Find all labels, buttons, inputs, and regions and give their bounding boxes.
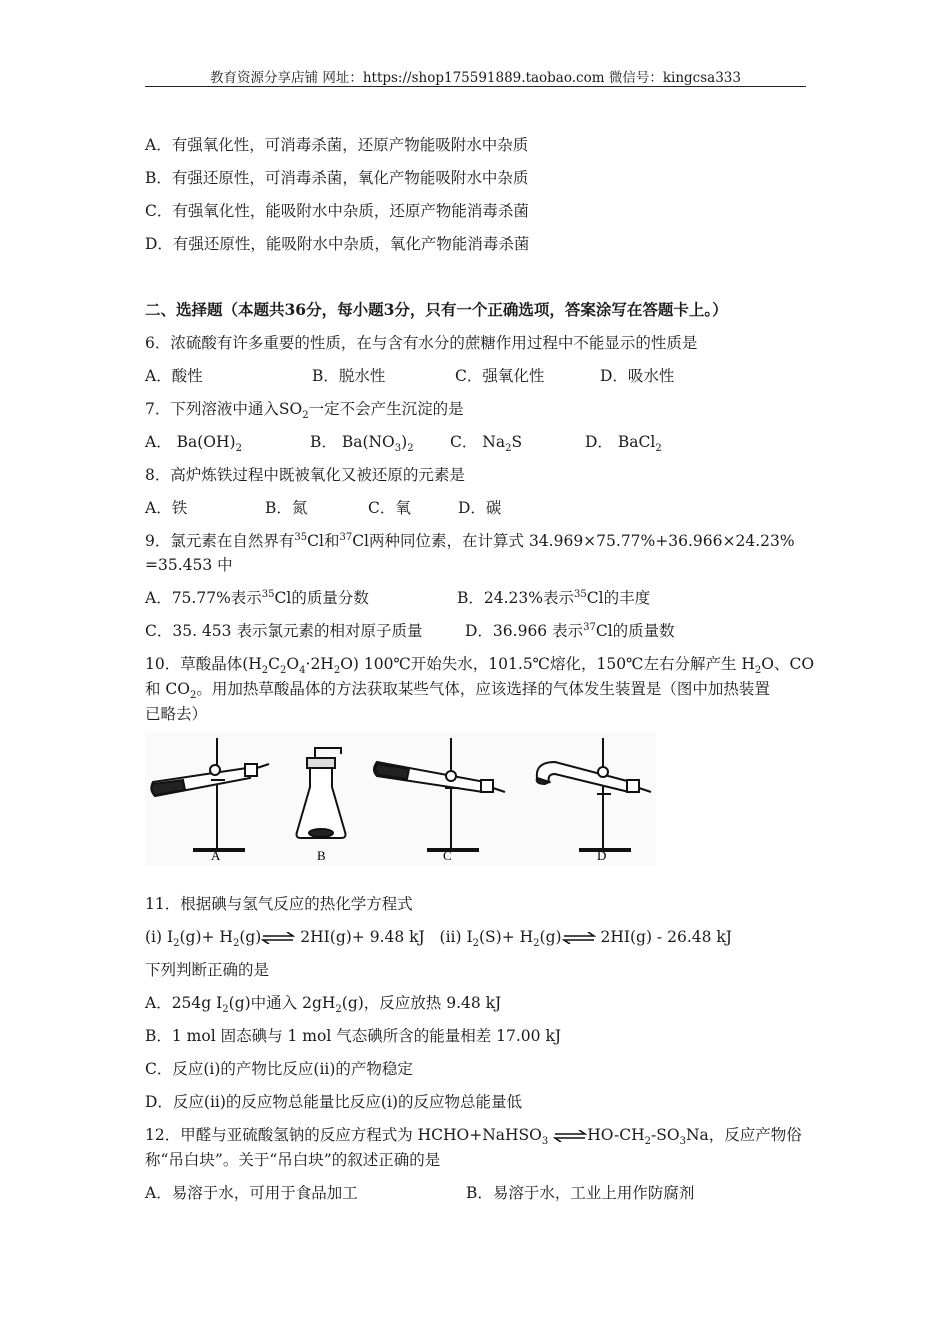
label-c: C bbox=[443, 848, 452, 863]
q9-stem-line1: 9．氯元素在自然界有$^{35}$Cl和$^{37}$Cl两种同位素，在计算式 34.969×75.77%+36.966×24.23% bbox=[145, 531, 795, 550]
q9-stem-line2: =35.453 中 bbox=[145, 556, 233, 574]
section-title: 二、选择题（本题共36分，每小题3分，只有一个正确选项，答案涂写在答题卡上。） bbox=[145, 300, 728, 319]
q6-option-c: C．强氧化性 bbox=[455, 367, 545, 385]
q12-option-b: B．易溶于水，工业上用作防腐剂 bbox=[466, 1184, 695, 1202]
q6-option-d: D．吸水性 bbox=[600, 367, 675, 385]
q11-equations: (i) $I_2(g)+ H_2(g)$ 2HI(g)+ 9.48 kJ (ii) $I_2(S)+ H_2(g)$ 2HI(g) - 26.48 kJ bbox=[145, 928, 732, 950]
q7-option-c: C． $Na_2S$ bbox=[450, 433, 523, 455]
q8-option-a: A．铁 bbox=[145, 499, 188, 517]
q11-option-d: D．反应(ii)的反应物总能量比反应(i)的反应物总能量低 bbox=[145, 1093, 522, 1111]
q7-option-d: D． BaCl$_2$ bbox=[585, 433, 662, 455]
header-rule bbox=[145, 86, 806, 87]
q9-option-c: C．35. 453 表示氯元素的相对原子质量 bbox=[145, 622, 423, 640]
q10-stem-line2: 和 $CO_2$。用加热草酸晶体的方法获取某些气体，应该选择的气体发生装置是（图中加热装置 bbox=[145, 680, 770, 702]
q5-option-c: C．有强氧化性，能吸附水中杂质，还原产物能消毒杀菌 bbox=[145, 202, 529, 220]
q12-stem-line2: 称“吊白块”。关于“吊白块”的叙述正确的是 bbox=[145, 1151, 441, 1169]
q5-option-b: B．有强还原性，可消毒杀菌，氧化产物能吸附水中杂质 bbox=[145, 169, 529, 187]
equilibrium-arrow-icon bbox=[562, 932, 596, 944]
q6-stem: 6．浓硫酸有许多重要的性质，在与含有水分的蔗糖作用过程中不能显示的性质是 bbox=[145, 334, 698, 352]
label-d: D bbox=[597, 848, 607, 863]
q5-option-a: A．有强氧化性，可消毒杀菌，还原产物能吸附水中杂质 bbox=[145, 136, 529, 154]
q6-option-b: B．脱水性 bbox=[312, 367, 386, 385]
page-header: 教育资源分享店铺 网址：https://shop175591889.taobao.com 微信号：kingcsa333 bbox=[210, 70, 741, 86]
q11-option-c: C．反应(i)的产物比反应(ii)的产物稳定 bbox=[145, 1060, 413, 1078]
q9-option-b: B．24.23%表示$^{35}$Cl的丰度 bbox=[457, 588, 651, 607]
q12-option-a: A．易溶于水，可用于食品加工 bbox=[145, 1184, 358, 1202]
q10-stem-line3: 已略去） bbox=[145, 705, 208, 723]
q9-option-a: A．75.77%表示$^{35}$Cl的质量分数 bbox=[145, 588, 369, 607]
equilibrium-arrow-icon bbox=[553, 1130, 587, 1142]
q7-option-b: B． $Ba(NO_3)_2$ bbox=[310, 433, 414, 455]
label-b: B bbox=[317, 848, 326, 863]
q8-option-d: D．碳 bbox=[458, 499, 502, 517]
q12-stem-line1: 12．甲醛与亚硫酸氢钠的反应方程式为 HCHO+NaHSO$_3$ $HO-CH_2-SO_3Na$，反应产物俗 bbox=[145, 1126, 802, 1148]
q9-option-d: D．36.966 表示$^{37}$Cl的质量数 bbox=[465, 621, 675, 640]
q8-option-b: B．氮 bbox=[265, 499, 308, 517]
q7-option-a: A． $Ba(OH)_2$ bbox=[145, 433, 242, 455]
q11-stem: 11．根据碘与氢气反应的热化学方程式 bbox=[145, 895, 413, 913]
q6-option-a: A．酸性 bbox=[145, 367, 203, 385]
q11-option-a: A．254g $I_2(g)$中通入 $2gH_2(g)$，反应放热 9.48 kJ bbox=[145, 994, 502, 1016]
equilibrium-arrow-icon bbox=[261, 932, 295, 944]
q8-stem: 8．高炉炼铁过程中既被氧化又被还原的元素是 bbox=[145, 466, 465, 484]
q11-prompt: 下列判断正确的是 bbox=[145, 961, 270, 979]
q8-option-c: C．氧 bbox=[368, 499, 411, 517]
q7-stem: 7．下列溶液中通入$SO_2$一定不会产生沉淀的是 bbox=[145, 400, 464, 422]
q10-stem-line1: 10．草酸晶体$(H_2C_2O_4\cdot 2H_2O)$ 100℃开始失水，101.5℃熔化，150℃左右分解产生 $H_2O$、CO bbox=[145, 655, 815, 677]
q5-option-d: D．有强还原性，能吸附水中杂质，氧化产物能消毒杀菌 bbox=[145, 235, 530, 253]
gas-apparatus-figure bbox=[145, 732, 656, 866]
label-a: A bbox=[211, 848, 221, 863]
q11-option-b: B．1 mol 固态碘与 1 mol 气态碘所含的能量相差 17.00 kJ bbox=[145, 1027, 562, 1045]
